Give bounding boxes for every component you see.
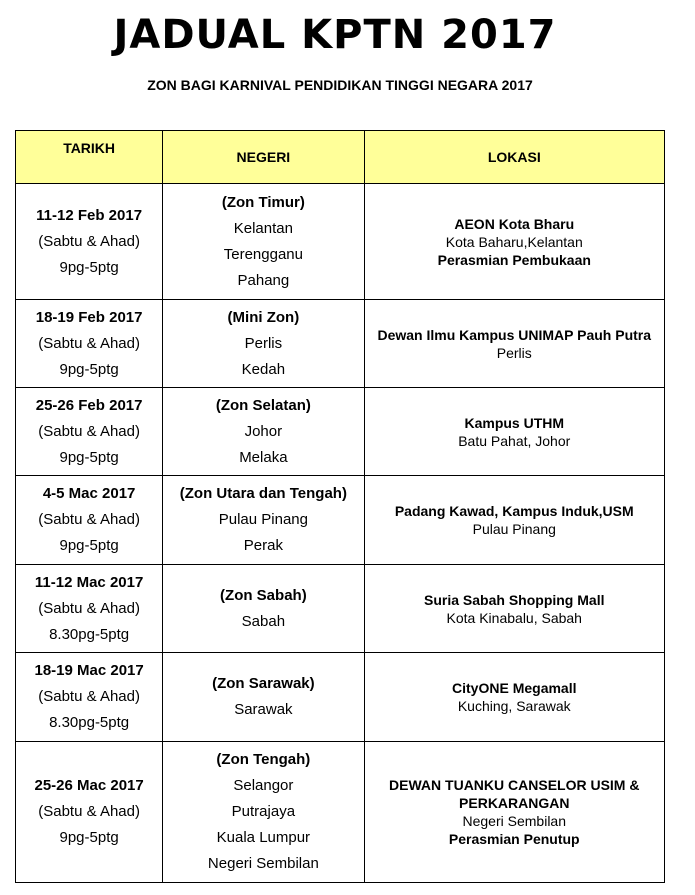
state-text: Pulau Pinang bbox=[218, 511, 308, 528]
date-text: 25-26 Mac 2017 bbox=[34, 777, 144, 794]
state-text: Sarawak bbox=[234, 701, 293, 718]
place-text: Kuching, Sarawak bbox=[457, 698, 571, 714]
schedule-table bbox=[15, 130, 665, 883]
time-text: 9pg-5ptg bbox=[59, 258, 119, 276]
table-row bbox=[16, 653, 665, 742]
time-text: 9pg-5ptg bbox=[59, 537, 119, 554]
state-text: Kedah bbox=[241, 360, 286, 378]
venue-text: CityONE Megamall bbox=[452, 680, 577, 696]
days-text: (Sabtu & Ahad) bbox=[38, 334, 140, 352]
days-text: (Sabtu & Ahad) bbox=[38, 688, 140, 705]
days-text: (Sabtu & Ahad) bbox=[38, 599, 140, 617]
time-text: 8.30pg-5ptg bbox=[49, 625, 130, 643]
cell-tarikh bbox=[16, 300, 163, 388]
date-text: 4-5 Mac 2017 bbox=[42, 485, 136, 502]
table-row bbox=[16, 300, 665, 388]
place-text: Batu Pahat, Johor bbox=[458, 432, 571, 449]
header-negeri: NEGERI bbox=[163, 131, 364, 184]
date-text: 11-12 Feb 2017 bbox=[36, 206, 143, 224]
cell-tarikh bbox=[16, 476, 163, 565]
date-text: 18-19 Feb 2017 bbox=[35, 308, 143, 326]
page-subtitle: ZON BAGI KARNIVAL PENDIDIKAN TINGGI NEGARA 2017 bbox=[147, 77, 533, 93]
time-text: 9pg-5ptg bbox=[59, 829, 119, 846]
cell-negeri bbox=[163, 184, 364, 300]
cell-tarikh bbox=[16, 742, 163, 883]
state-text: Terengganu bbox=[223, 245, 303, 263]
state-text: Kelantan bbox=[233, 219, 293, 237]
cell-tarikh bbox=[16, 653, 163, 742]
cell-tarikh bbox=[16, 388, 163, 476]
cell-negeri bbox=[163, 653, 364, 742]
cell-lokasi bbox=[364, 565, 664, 653]
cell-negeri bbox=[163, 388, 364, 476]
cell-negeri bbox=[163, 476, 364, 565]
zone-text: (Zon Sarawak) bbox=[212, 675, 315, 692]
venue-text: AEON Kota Bharu bbox=[454, 215, 575, 232]
cell-lokasi bbox=[364, 388, 664, 476]
note-text: Perasmian Pembukaan bbox=[437, 251, 591, 268]
state-text: Kuala Lumpur bbox=[216, 829, 311, 846]
cell-lokasi bbox=[364, 476, 664, 565]
cell-lokasi bbox=[364, 184, 664, 300]
page-title: JADUAL KPTN 2017 bbox=[113, 12, 557, 58]
time-text: 9pg-5ptg bbox=[59, 360, 119, 378]
state-text: Pahang bbox=[237, 271, 290, 289]
place-text: Kota Kinabalu, Sabah bbox=[446, 609, 582, 626]
zone-text: (Zon Timur) bbox=[221, 193, 305, 211]
time-text: 9pg-5ptg bbox=[59, 448, 119, 466]
days-text: (Sabtu & Ahad) bbox=[38, 232, 140, 250]
days-text: (Sabtu & Ahad) bbox=[38, 511, 140, 528]
table-row bbox=[16, 565, 665, 653]
date-text: 11-12 Mac 2017 bbox=[34, 573, 144, 591]
state-text: Perak bbox=[243, 537, 283, 554]
state-text: Selangor bbox=[233, 777, 294, 794]
place-text: Kota Baharu,Kelantan bbox=[445, 233, 583, 250]
table-row bbox=[16, 476, 665, 565]
header-lokasi: LOKASI bbox=[364, 131, 664, 184]
place-text: Pulau Pinang bbox=[472, 521, 556, 537]
zone-text: (Zon Selatan) bbox=[215, 396, 311, 414]
venue-text: Padang Kawad, Kampus Induk,USM bbox=[394, 503, 634, 519]
days-text: (Sabtu & Ahad) bbox=[38, 803, 140, 820]
venue-text: DEWAN TUANKU CANSELOR USIM & PERKARANGAN bbox=[389, 777, 640, 811]
note-text: Perasmian Penutup bbox=[448, 831, 580, 847]
zone-text: (Zon Tengah) bbox=[216, 751, 311, 768]
date-text: 18-19 Mac 2017 bbox=[34, 662, 144, 679]
cell-negeri bbox=[163, 742, 364, 883]
header-row bbox=[16, 131, 665, 184]
zone-text: (Zon Utara dan Tengah) bbox=[179, 485, 347, 502]
place-text: Negeri Sembilan bbox=[462, 813, 566, 829]
header-tarikh: TARIKH bbox=[16, 131, 163, 184]
cell-lokasi bbox=[364, 742, 664, 883]
cell-tarikh bbox=[16, 565, 163, 653]
place-text: Perlis bbox=[496, 344, 532, 361]
days-text: (Sabtu & Ahad) bbox=[38, 422, 140, 440]
venue-text: Kampus UTHM bbox=[464, 414, 565, 431]
cell-negeri bbox=[163, 300, 364, 388]
zone-text: (Zon Sabah) bbox=[220, 586, 307, 604]
state-text: Melaka bbox=[239, 448, 288, 466]
zone-text: (Mini Zon) bbox=[227, 308, 300, 326]
cell-lokasi bbox=[364, 653, 664, 742]
state-text: Sabah bbox=[241, 612, 286, 630]
venue-text: Suria Sabah Shopping Mall bbox=[424, 591, 605, 608]
date-text: 25-26 Feb 2017 bbox=[35, 396, 143, 414]
state-text: Putrajaya bbox=[231, 803, 296, 820]
cell-tarikh bbox=[16, 184, 163, 300]
schedule-body bbox=[16, 184, 665, 883]
cell-negeri bbox=[163, 565, 364, 653]
state-text: Negeri Sembilan bbox=[207, 855, 319, 872]
time-text: 8.30pg-5ptg bbox=[49, 714, 130, 731]
table-row bbox=[16, 742, 665, 883]
state-text: Perlis bbox=[244, 334, 283, 352]
state-text: Johor bbox=[244, 422, 283, 440]
venue-text: Dewan Ilmu Kampus UNIMAP Pauh Putra bbox=[377, 326, 652, 343]
cell-lokasi bbox=[364, 300, 664, 388]
table-row bbox=[16, 388, 665, 476]
table-row bbox=[16, 184, 665, 300]
